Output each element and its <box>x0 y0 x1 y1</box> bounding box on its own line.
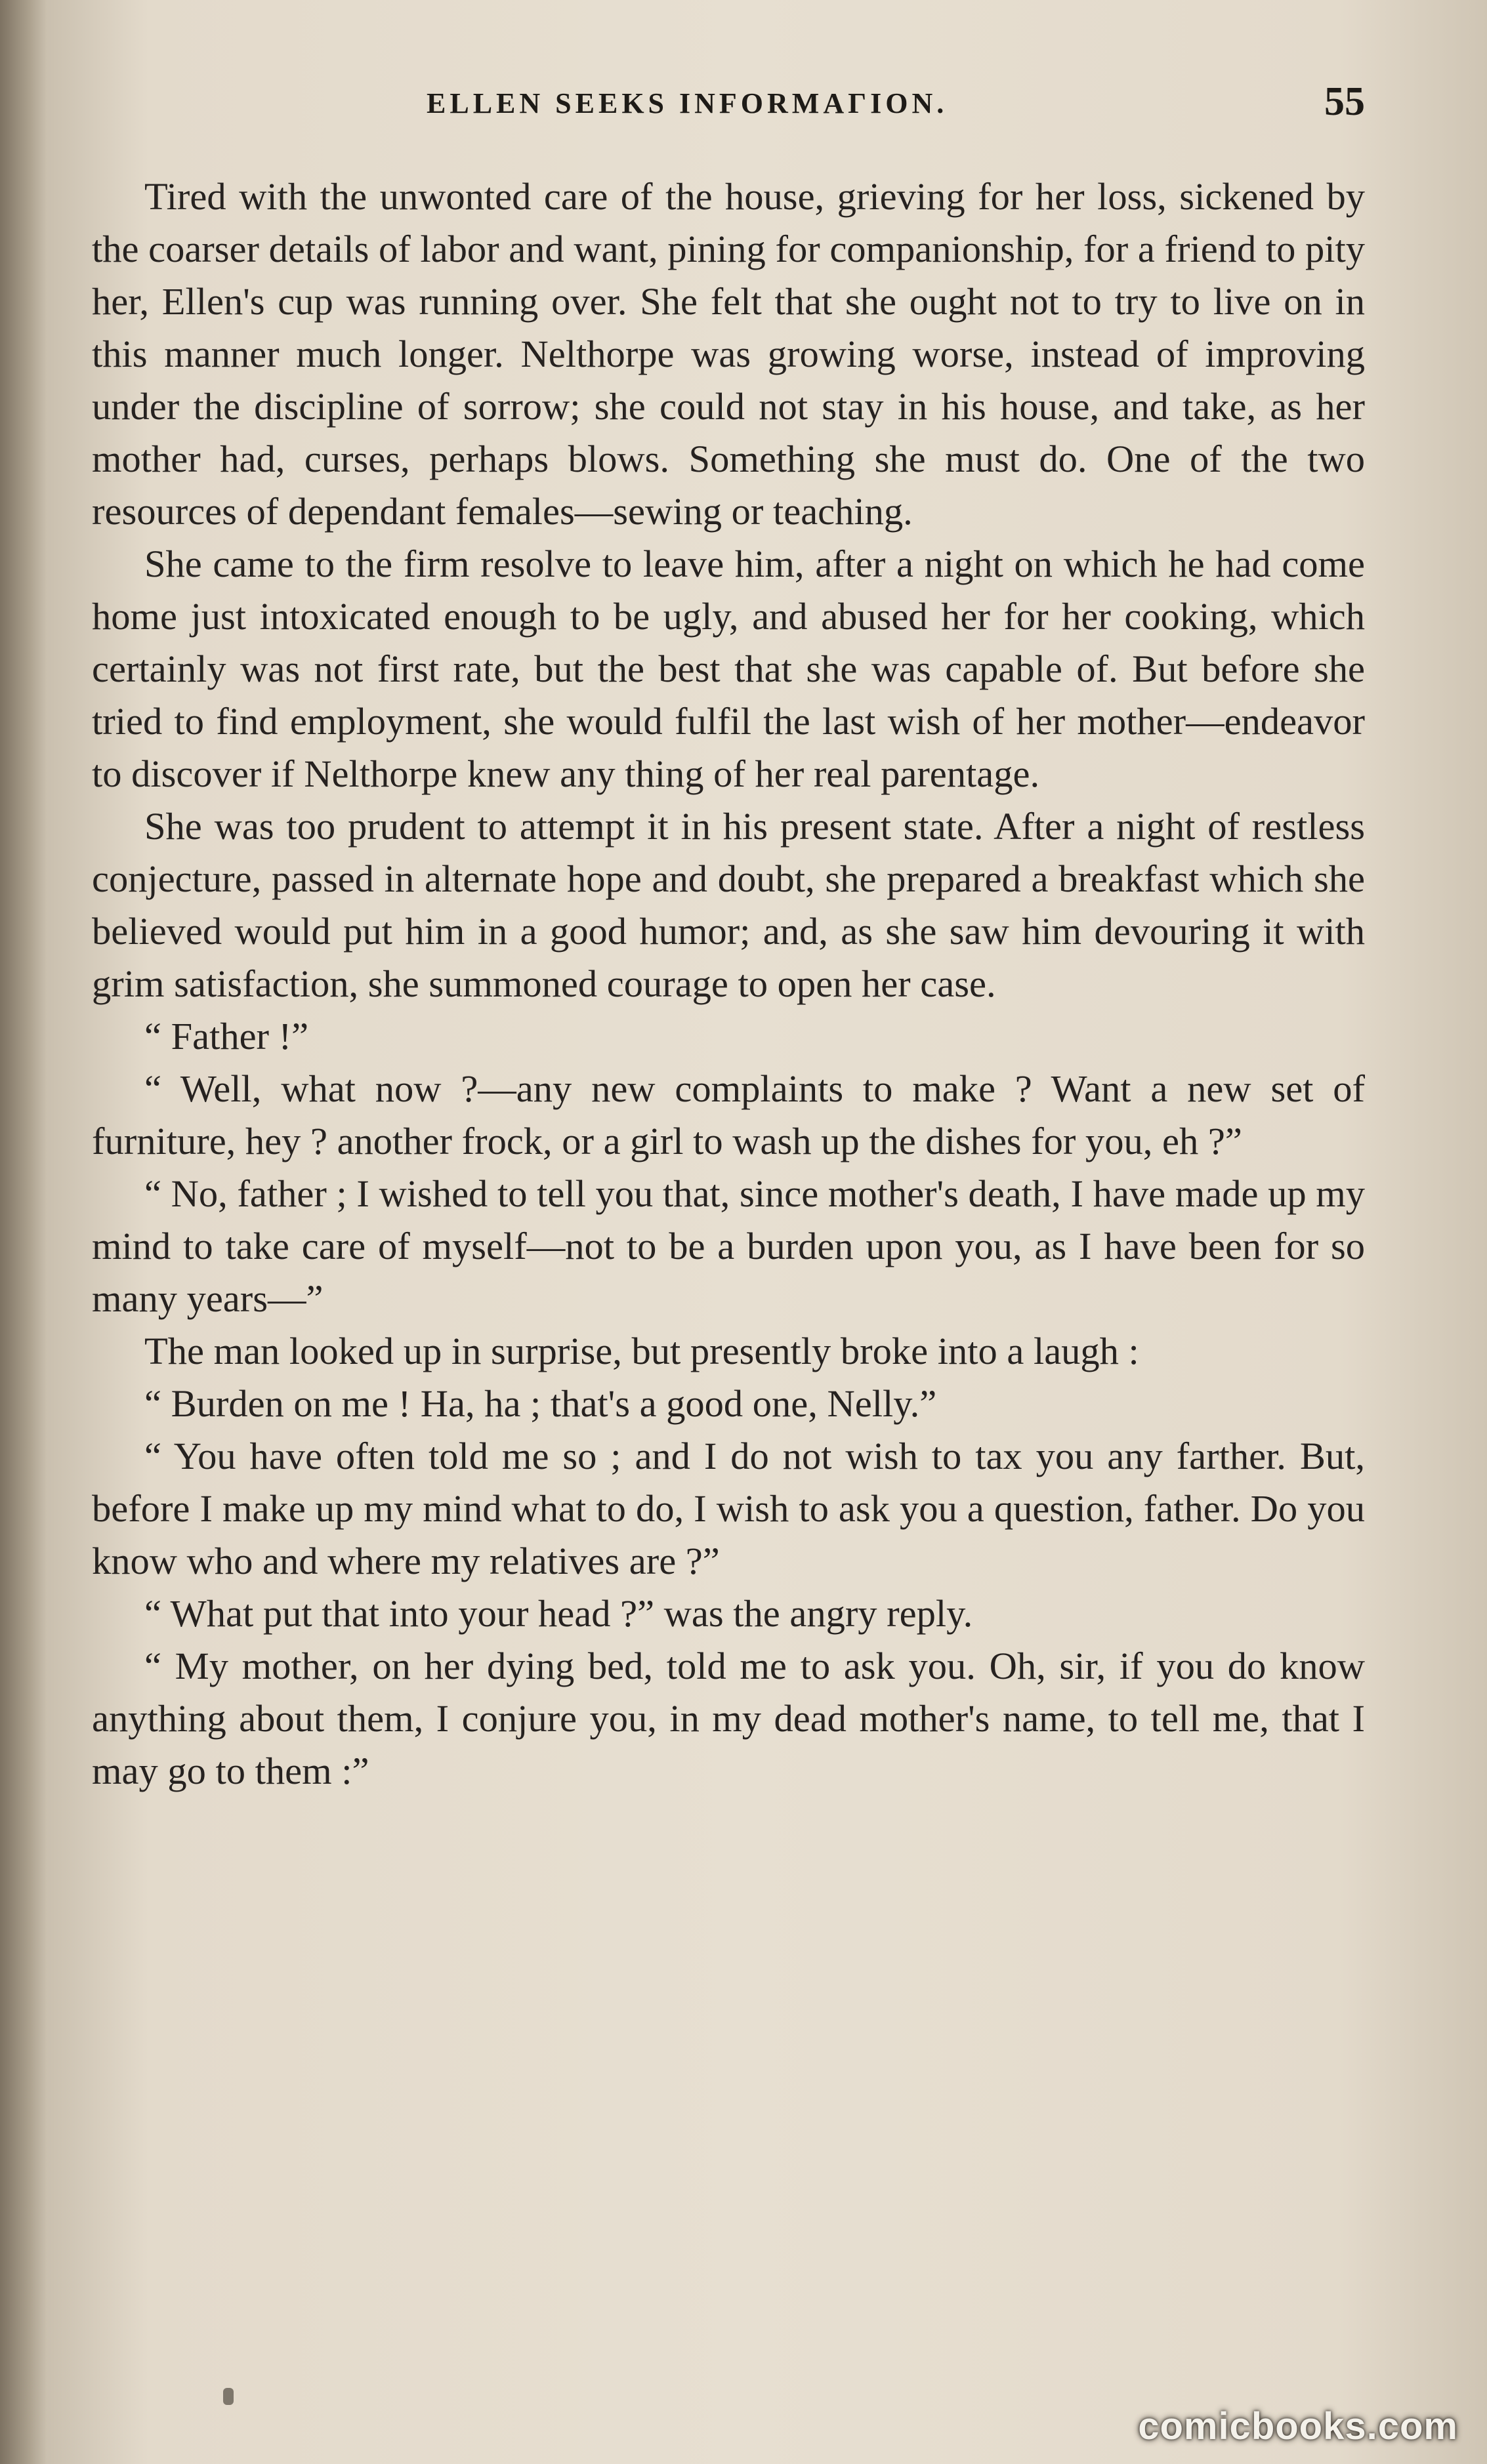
paragraph-5: “ Well, what now ?—any new complaints to make ? Want a new set of furniture, hey ? another frock, or a girl to wash up the dishes for you, eh ?” <box>92 1067 1365 1162</box>
page-number: 55 <box>1324 79 1365 124</box>
paragraph-2: She came to the firm resolve to leave him, after a night on which he had come home just intoxicated enough to be ugly, and abused her for her cooking, which certainly was not first rate, but the best that she was capable of. But before she tried to find employment, she would fulfil the last wish of her mother—endeavor to discover if Nelthorpe knew any thing of her real parentage. <box>92 543 1365 795</box>
paragraph-9: “ You have often told me so ; and I do not wish to tax you any farther. But, before I make up my mind what to do, I wish to ask you a question, father. Do you know who and where my relatives are ?” <box>92 1435 1365 1582</box>
paragraph-3: She was too prudent to attempt it in his present state. After a night of restless conjecture, passed in alternate hope and doubt, she prepared a breakfast which she believed would put him in a good humor; and, as she saw him devouring it with grim satisfaction, she summoned courage to open her case. <box>92 805 1365 1005</box>
paragraph-10: “ What put that into your head ?” was the angry reply. <box>144 1592 973 1635</box>
paragraph-11: “ My mother, on her dying bed, told me to ask you. Oh, sir, if you do know anything about them, I conjure you, in my dead mother's name, to tell me, that I may go to them :” <box>92 1645 1365 1792</box>
running-head: ELLEN SEEKS INFORMAΓΙΟΝ. <box>427 87 948 119</box>
ink-smudge <box>223 2388 234 2405</box>
site-watermark: comicbooks.com <box>1138 2405 1458 2448</box>
page-gutter <box>0 0 46 2464</box>
page-header <box>92 79 1365 138</box>
paragraph-1: Tired with the unwonted care of the house, grieving for her loss, sickened by the coarser details of labor and want, pining for companionship, for a friend to pity her, Ellen's cup was running over. She felt that she ought not to try to live on in this manner much longer. Nelthorpe was growing worse, instead of improving under the discipline of sorrow; she could not stay in his house, and take, as her mother had, curses, perhaps blows. Something she must do. One of the two resources of dependant females—sewing or teaching. <box>92 175 1365 533</box>
paragraph-4: “ Father !” <box>144 1015 309 1057</box>
body-text <box>92 171 1365 1797</box>
paragraph-8: “ Burden on me ! Ha, ha ; that's a good one, Nelly.” <box>144 1382 937 1425</box>
paragraph-7: The man looked up in surprise, but presently broke into a laugh : <box>144 1330 1139 1372</box>
paragraph-6: “ No, father ; I wished to tell you that, since mother's death, I have made up my mind to take care of myself—not to be a burden upon you, as I have been for so many years—” <box>92 1172 1365 1320</box>
